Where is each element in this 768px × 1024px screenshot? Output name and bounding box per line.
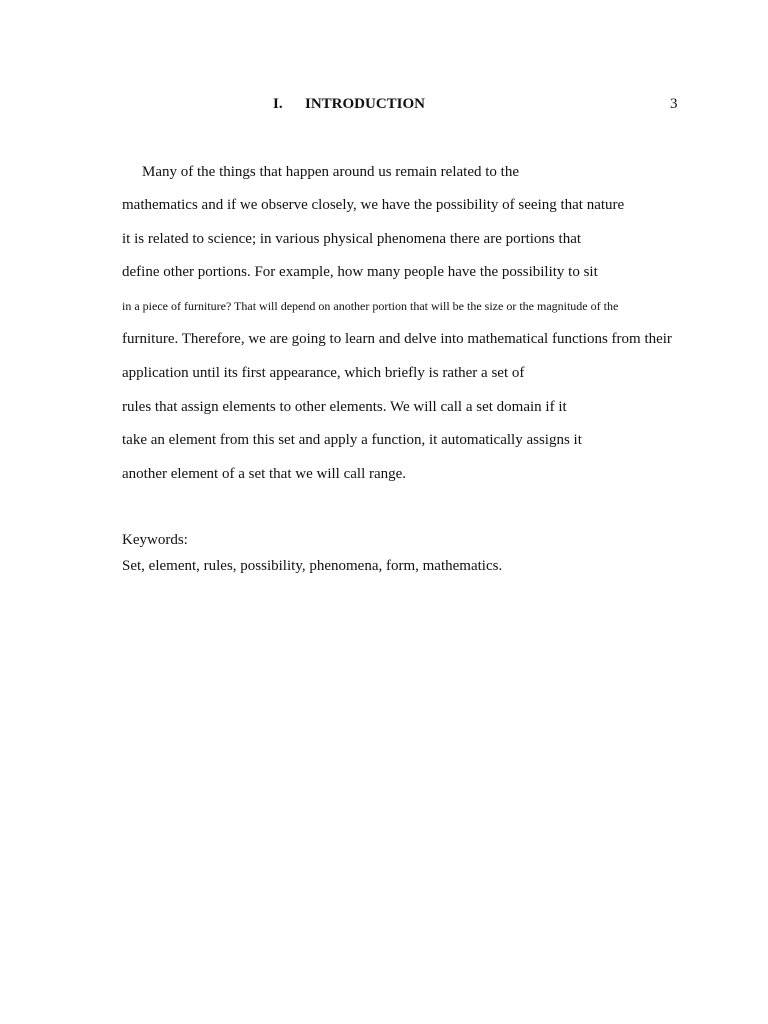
paragraph-line: another element of a set that we will call range.	[122, 466, 407, 482]
paragraph-line: rules that assign elements to other elements. We will call a set domain if it	[122, 399, 567, 415]
section-title: INTRODUCTION	[305, 96, 426, 112]
paragraph-line: define other portions. For example, how many people have the possibility to sit	[122, 264, 598, 280]
paragraph-line: Many of the things that happen around us remain related to the	[142, 164, 519, 180]
paragraph-line: furniture. Therefore, we are going to learn and delve into mathematical functions from their	[122, 331, 672, 347]
paragraph-line: mathematics and if we observe closely, we have the possibility of seeing that nature	[122, 197, 625, 213]
section-heading	[273, 95, 425, 113]
page-number: 3	[670, 96, 678, 112]
section-number: I.	[273, 96, 283, 112]
keywords-list: Set, element, rules, possibility, phenomena, form, mathematics.	[122, 558, 503, 574]
paragraph-line: in a piece of furniture? That will depend on another portion that will be the size or the magnitude of the	[122, 299, 619, 313]
keywords-label: Keywords:	[122, 532, 188, 548]
paragraph-line: application until its first appearance, which briefly is rather a set of	[122, 365, 525, 381]
paragraph-line: take an element from this set and apply a function, it automatically assigns it	[122, 432, 582, 448]
paragraph-line: it is related to science; in various physical phenomena there are portions that	[122, 231, 582, 247]
